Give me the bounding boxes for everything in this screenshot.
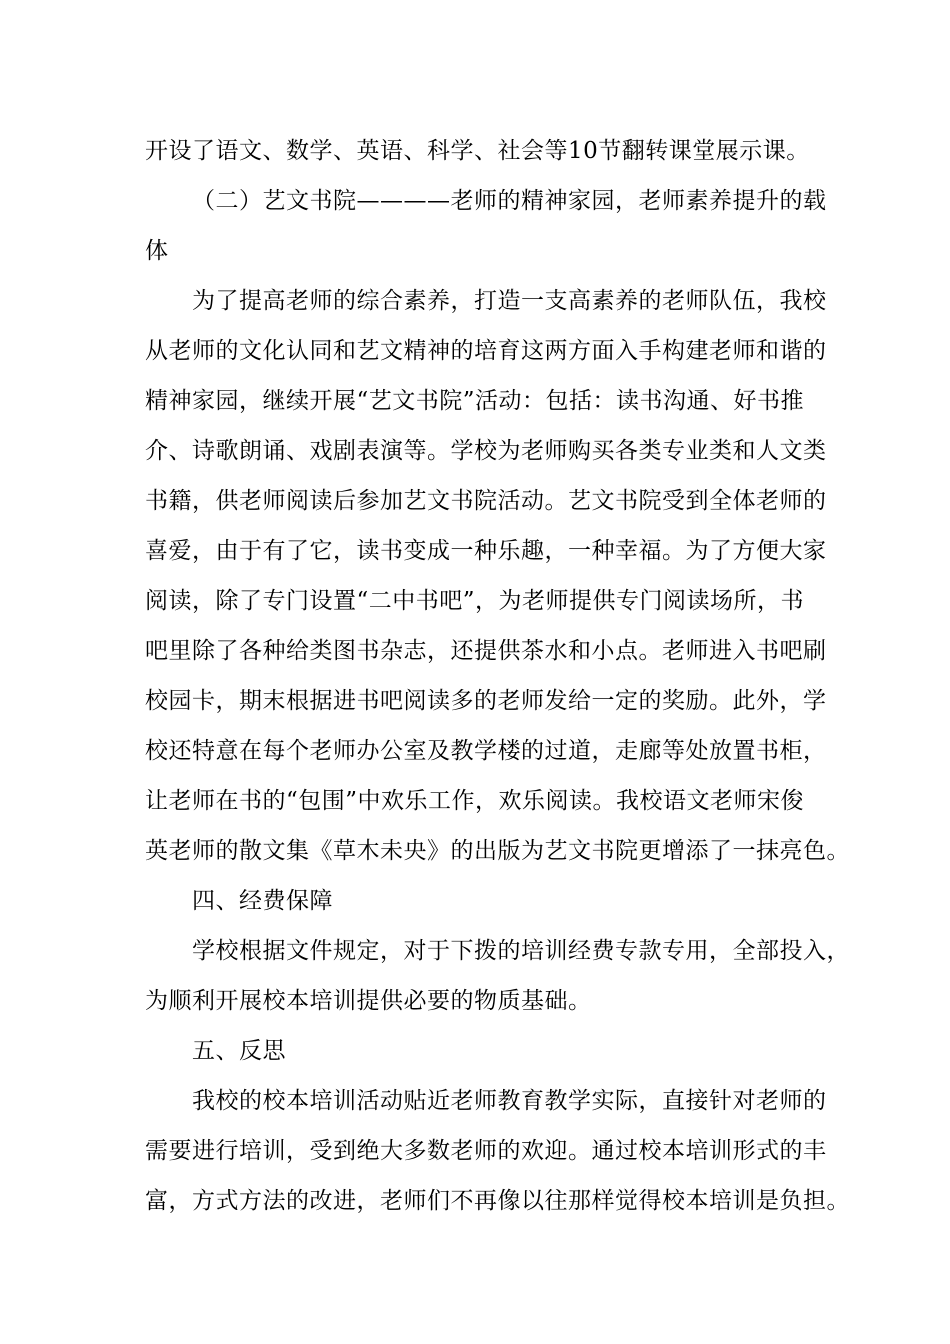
text-line-10: 阅读，除了专门设置“二中书吧”，为老师提供专门阅读场所，书 bbox=[145, 588, 805, 614]
section-heading-reflection: 五、反思 bbox=[192, 1038, 286, 1064]
text-line-7: 介、诗歌朗诵、戏剧表演等。学校为老师购买各类专业类和人文类 bbox=[145, 438, 827, 464]
text-line-11: 吧里除了各种给类图书杂志，还提供茶水和小点。老师进入书吧刷 bbox=[145, 638, 827, 664]
text-line-4: 为了提高老师的综合素养，打造一支高素养的老师队伍，我校 bbox=[192, 288, 827, 314]
section-heading-continuation: 体 bbox=[145, 238, 169, 264]
text-line-17: 学校根据文件规定，对于下拨的培训经费专款专用，全部投入， bbox=[192, 938, 850, 964]
text-line-22: 富，方式方法的改进，老师们不再像以往那样觉得校本培训是负担。 bbox=[145, 1188, 850, 1214]
text-line-5: 从老师的文化认同和艺文精神的培育这两方面入手构建老师和谐的 bbox=[145, 338, 827, 364]
section-heading-funding: 四、经费保障 bbox=[192, 888, 333, 914]
text-line-15: 英老师的散文集《草木未央》的出版为艺文书院更增添了一抹亮色。 bbox=[145, 838, 850, 864]
text-line-1: 开设了语文、数学、英语、科学、社会等10节翻转课堂展示课。 bbox=[145, 138, 810, 164]
text-line-20: 我校的校本培训活动贴近老师教育教学实际，直接针对老师的 bbox=[192, 1088, 827, 1114]
text-line-9: 喜爱，由于有了它，读书变成一种乐趣，一种幸福。为了方便大家 bbox=[145, 538, 827, 564]
text-line-18: 为顺利开展校本培训提供必要的物质基础。 bbox=[145, 988, 592, 1014]
text-line-6: 精神家园，继续开展“艺文书院”活动：包括：读书沟通、好书推 bbox=[145, 388, 805, 414]
text-line-13: 校还特意在每个老师办公室及教学楼的过道，走廊等处放置书柜， bbox=[145, 738, 827, 764]
section-heading-art-academy: （二）艺文书院————老师的精神家园，老师素养提升的载 bbox=[192, 188, 827, 214]
text-line-21: 需要进行培训，受到绝大多数老师的欢迎。通过校本培训形式的丰 bbox=[145, 1138, 827, 1164]
text-line-12: 校园卡，期末根据进书吧阅读多的老师发给一定的奖励。此外，学 bbox=[145, 688, 827, 714]
text-line-8: 书籍，供老师阅读后参加艺文书院活动。艺文书院受到全体老师的 bbox=[145, 488, 827, 514]
text-line-14: 让老师在书的“包围”中欢乐工作，欢乐阅读。我校语文老师宋俊 bbox=[145, 788, 805, 814]
